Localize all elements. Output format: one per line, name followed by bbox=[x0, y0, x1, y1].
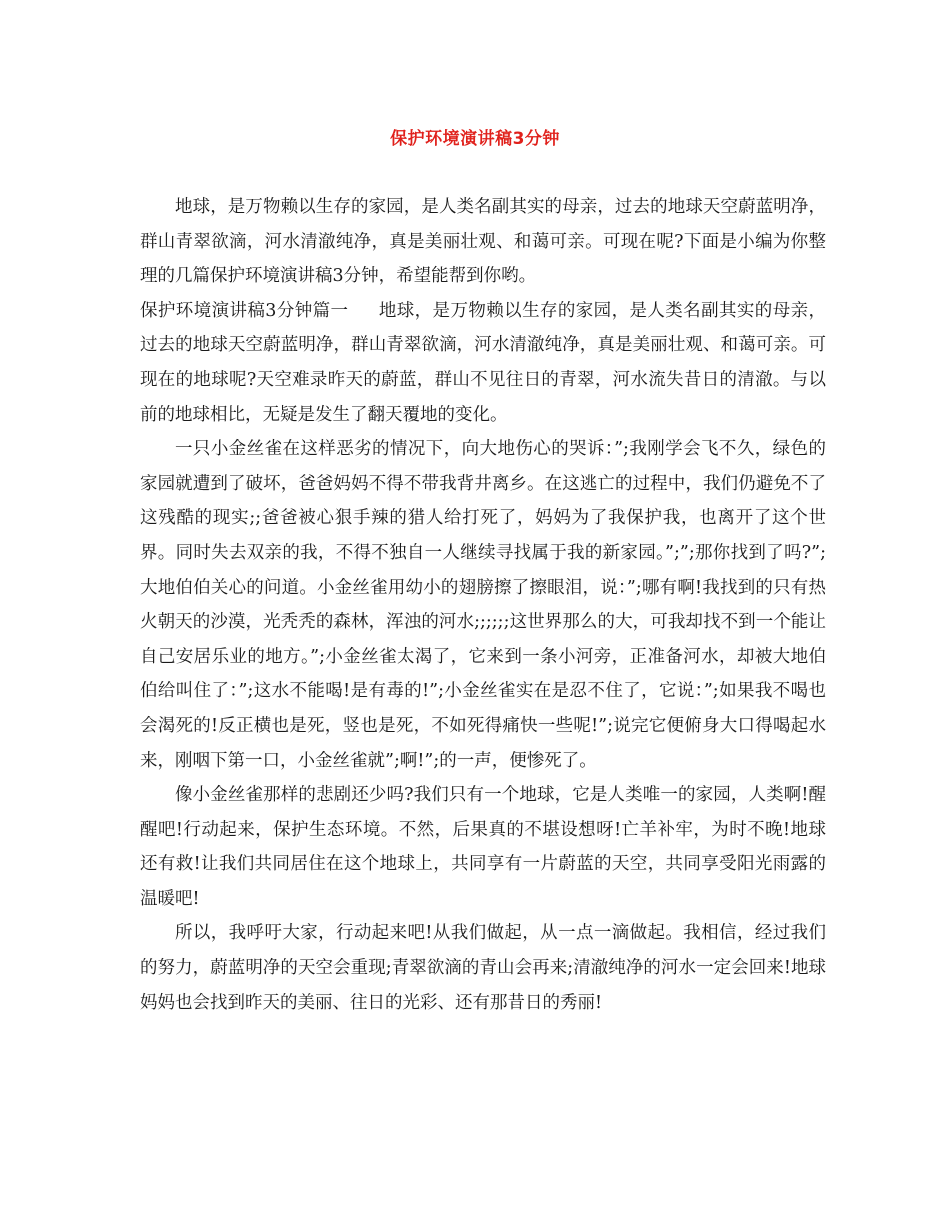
appeal-paragraph: 像小金丝雀那样的悲剧还少吗?我们只有一个地球，它是人类唯一的家园，人类啊!醒醒吧!行动起来，保护生态环境。不然，后果真的不堪设想呀!亡羊补牢，为时不晚!地球还有救!让我们共同居住在这个地球上，共同享有一片蔚蓝的天空，共同享受阳光雨露的温暖吧! bbox=[140, 785, 826, 909]
section-first-text: 地球，是万物赖以生存的家园，是人类名副其实的母亲，过去的地球天空蔚蓝明净，群山青翠欲滴，河水清澈纯净，真是美丽壮观、和蔼可亲。可现在的地球呢?天空难录昨天的蔚蓝，群山不见往日的青翠，河水流失昔日的清澈。与以前的地球相比，无疑是发生了翻天覆地的变化。 bbox=[140, 300, 826, 425]
document-title: 保护环境演讲稿3分钟 bbox=[390, 129, 560, 149]
document-body bbox=[140, 190, 826, 1020]
section-one-paragraph bbox=[140, 294, 826, 432]
section-heading: 保护环境演讲稿3分钟篇一 bbox=[140, 300, 349, 321]
closing-paragraph: 所以，我呼吁大家，行动起来吧!从我们做起，从一点一滴做起。我相信，经过我们的努力，蔚蓝明净的天空会重现;青翠欲滴的青山会再来;清澈纯净的河水一定会回来!地球妈妈也会找到昨天的美丽、往日的光彩、还有那昔日的秀丽! bbox=[140, 923, 826, 1013]
story-paragraph: 一只小金丝雀在这样恶劣的情况下，向大地伤心的哭诉：”;我刚学会飞不久，绿色的家园就遭到了破坏，爸爸妈妈不得不带我背井离乡。在这逃亡的过程中，我们仍避免不了这残酷的现实;;爸爸被心狠手辣的猎人给打死了，妈妈为了我保护我，也离开了这个世界。同时失去双亲的我，不得不独自一人继续寻找属于我的新家园。”;”;那你找到了吗?”;大地伯伯关心的问道。小金丝雀用幼小的翅膀擦了擦眼泪，说：”;哪有啊!我找到的只有热火朝天的沙漠，光秃秃的森林，浑浊的河水;;;;;;这世界那么的大，可我却找不到一个能让自己安居乐业的地方。”;小金丝雀太渴了，它来到一条小河旁，正准备河水，却被大地伯伯给叫住了：”;这水不能喝!是有毒的!”;小金丝雀实在是忍不住了，它说：”;如果我不喝也会渴死的!反正横也是死，竖也是死，不如死得痛快一些呢!”;说完它便俯身大口得喝起水来，刚咽下第一口，小金丝雀就”;啊!”;的一声，便惨死了。 bbox=[140, 439, 826, 771]
intro-paragraph: 地球，是万物赖以生存的家园，是人类名副其实的母亲，过去的地球天空蔚蓝明净，群山青翠欲滴，河水清澈纯净，真是美丽壮观、和蔼可亲。可现在呢?下面是小编为你整理的几篇保护环境演讲稿3分钟，希望能帮到你哟。 bbox=[140, 197, 826, 287]
